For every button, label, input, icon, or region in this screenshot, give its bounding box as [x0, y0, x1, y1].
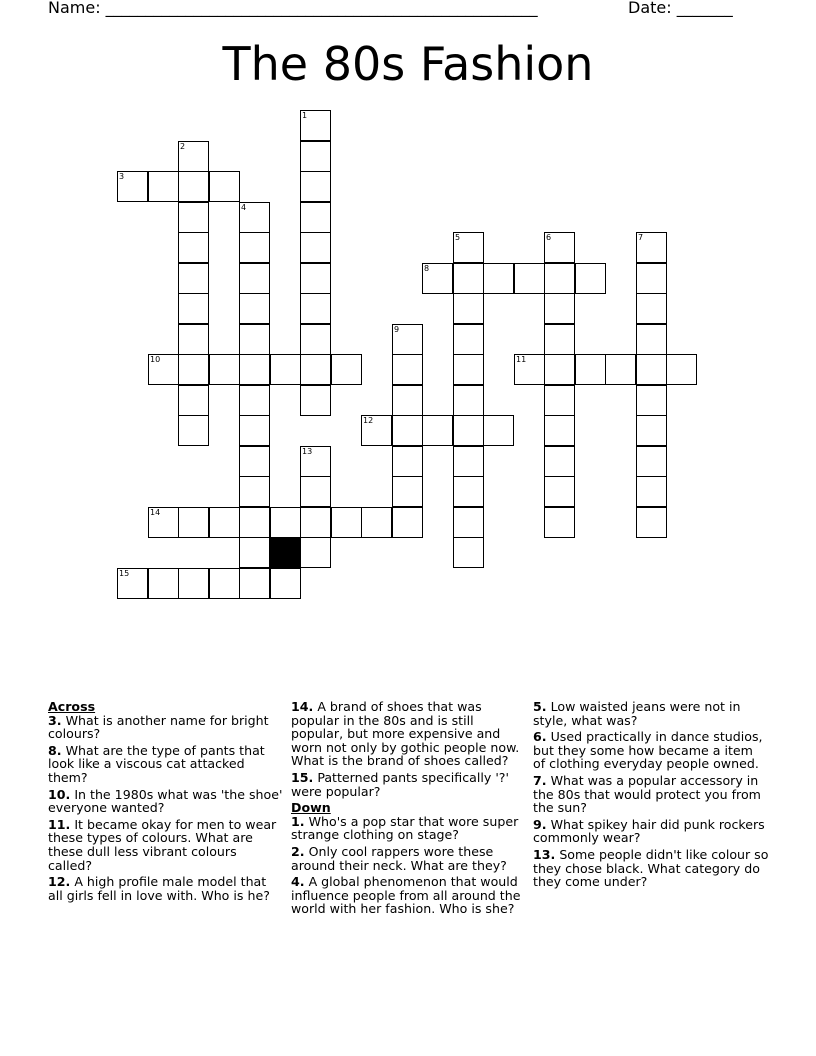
grid-cell-6[interactable] [544, 232, 575, 263]
grid-cell[interactable] [178, 293, 209, 324]
clue-number: 2 [180, 142, 186, 151]
clue-number: 3 [119, 172, 125, 181]
grid-cell[interactable] [544, 324, 575, 355]
grid-cell[interactable] [178, 415, 209, 446]
grid-cell[interactable] [178, 507, 209, 538]
grid-cell[interactable] [209, 354, 240, 385]
down-heading: Down [291, 800, 331, 816]
grid-cell[interactable] [544, 507, 575, 538]
clue-number: 14 [150, 508, 161, 517]
grid-cell[interactable] [636, 293, 667, 324]
grid-cell[interactable] [544, 263, 575, 294]
grid-cell[interactable] [178, 171, 209, 202]
grid-cell[interactable] [300, 324, 331, 355]
grid-cell[interactable] [544, 415, 575, 446]
grid-cell[interactable] [331, 354, 362, 385]
clue-down-1: 1. Who's a pop star that wore super strange clothing on stage? [291, 813, 519, 843]
grid-cell[interactable] [453, 507, 484, 538]
grid-cell[interactable] [239, 263, 270, 294]
grid-cell[interactable] [300, 476, 331, 507]
grid-cell-3[interactable] [117, 171, 148, 202]
clue-across-8: 8. What are the type of pants that look like a viscous cat attacked them? [48, 742, 265, 785]
clue-down-13: 13. Some people didn't like colour so they chose black. What category do they come under? [533, 846, 769, 890]
grid-cell[interactable] [300, 202, 331, 233]
grid-cell[interactable] [392, 476, 423, 507]
grid-cell[interactable] [453, 354, 484, 385]
grid-cell[interactable] [270, 568, 301, 599]
grid-cell[interactable] [300, 171, 331, 202]
grid-cell[interactable] [178, 354, 209, 385]
grid-cell[interactable] [331, 507, 362, 538]
grid-cell[interactable] [209, 171, 240, 202]
grid-cell-4[interactable] [239, 202, 270, 233]
grid-cell-9[interactable] [392, 324, 423, 355]
clue-number: 15 [119, 569, 130, 578]
grid-cell[interactable] [392, 507, 423, 538]
clue-number: 12 [363, 416, 374, 425]
clue-down-4: 4. A global phenomenon that would influence people from all around the world with her fashion. Who is she? [291, 874, 521, 917]
clue-across-3: 3. What is another name for bright colours? [48, 712, 269, 742]
grid-cell[interactable] [483, 415, 514, 446]
grid-cell-14[interactable] [148, 507, 179, 538]
grid-cell-7[interactable] [636, 232, 667, 263]
grid-cell-15[interactable] [117, 568, 148, 599]
grid-cell[interactable] [178, 385, 209, 416]
grid-cell[interactable] [209, 507, 240, 538]
grid-cell[interactable] [239, 537, 270, 568]
clue-down-6: 6. Used practically in dance studios, but they some how became a item of clothing everyday people owned. [533, 729, 763, 772]
clue-across-12: 12. A high profile male model that all girls fell in love with. Who is he? [48, 874, 270, 903]
grid-cell[interactable] [392, 415, 423, 446]
grid-cell[interactable] [178, 202, 209, 233]
grid-cell[interactable] [300, 354, 331, 385]
clue-number: 5 [455, 233, 461, 242]
grid-cell[interactable] [209, 568, 240, 599]
clue-across-15: 15. Patterned pants specifically '?' were popular? [291, 769, 509, 799]
grid-cell[interactable] [239, 324, 270, 355]
grid-cell[interactable] [636, 354, 667, 385]
grid-cell[interactable] [453, 293, 484, 324]
grid-cell[interactable] [148, 171, 179, 202]
grid-cell-13[interactable] [300, 446, 331, 477]
grid-cell-12[interactable] [361, 415, 392, 446]
grid-cell[interactable] [300, 293, 331, 324]
grid-cell[interactable] [300, 141, 331, 172]
grid-cell[interactable] [392, 354, 423, 385]
grid-cell[interactable] [636, 263, 667, 294]
clue-number: 4 [241, 203, 247, 212]
grid-cell[interactable] [239, 446, 270, 477]
clue-number: 9 [394, 325, 400, 334]
clue-across-14: 14. A brand of shoes that was popular in the 80s and is still popular, but more expensive and worn not only by gothic people now. What is the brand of shoes called? [291, 699, 520, 769]
grid-cell[interactable] [575, 354, 606, 385]
grid-cell[interactable] [422, 415, 453, 446]
page-title: The 80s Fashion [222, 37, 594, 91]
grid-cell[interactable] [453, 385, 484, 416]
grid-cell[interactable] [270, 507, 301, 538]
clue-number: 7 [638, 233, 644, 242]
grid-cell[interactable] [300, 537, 331, 568]
grid-cell[interactable] [239, 354, 270, 385]
grid-cell[interactable] [178, 324, 209, 355]
clue-down-7: 7. What was a popular accessory in the 80s that would protect you from the sun? [533, 772, 761, 816]
grid-cell[interactable] [239, 232, 270, 263]
clue-column-2 [291, 700, 527, 919]
grid-cell[interactable] [392, 385, 423, 416]
grid-cell[interactable] [148, 568, 179, 599]
clue-number: 13 [302, 447, 313, 456]
grid-cell-10[interactable] [148, 354, 179, 385]
grid-cell[interactable] [636, 324, 667, 355]
clue-down-5: 5. Low waisted jeans were not in style, what was? [533, 699, 741, 728]
grid-cell[interactable] [239, 476, 270, 507]
grid-cell-1[interactable] [300, 110, 331, 141]
grid-cell[interactable] [636, 446, 667, 477]
grid-cell[interactable] [300, 385, 331, 416]
clue-column-1 [48, 700, 284, 905]
date-field-label: Date: _______ [628, 0, 733, 17]
grid-cell[interactable] [636, 476, 667, 507]
grid-cell[interactable] [575, 263, 606, 294]
grid-cell[interactable] [270, 354, 301, 385]
across-heading: Across [48, 699, 96, 714]
grid-cell[interactable] [300, 507, 331, 538]
grid-cell[interactable] [605, 354, 636, 385]
clue-column-3 [533, 700, 769, 892]
grid-cell[interactable] [453, 446, 484, 477]
grid-cell[interactable] [666, 354, 697, 385]
grid-cell-2[interactable] [178, 141, 209, 172]
grid-cell[interactable] [178, 263, 209, 294]
grid-cell-blocked [270, 537, 301, 568]
grid-cell-11[interactable] [514, 354, 545, 385]
clue-number: 8 [424, 264, 430, 273]
grid-cell[interactable] [239, 415, 270, 446]
grid-cell[interactable] [239, 293, 270, 324]
grid-cell[interactable] [544, 385, 575, 416]
clue-number: 10 [150, 355, 161, 364]
clue-down-2: 2. Only cool rappers wore these around their neck. What are they? [291, 843, 507, 873]
grid-cell[interactable] [636, 507, 667, 538]
grid-cell[interactable] [544, 293, 575, 324]
clue-across-10: 10. In the 1980s what was 'the shoe' everyone wanted? [48, 786, 283, 816]
grid-cell[interactable] [544, 354, 575, 385]
grid-cell[interactable] [453, 537, 484, 568]
grid-cell[interactable] [483, 263, 514, 294]
grid-cell[interactable] [544, 446, 575, 477]
clue-across-11: 11. It became okay for men to wear these types of colours. What are these dull less vibrant colours called? [48, 816, 277, 873]
grid-cell[interactable] [453, 324, 484, 355]
grid-cell[interactable] [178, 232, 209, 263]
grid-cell[interactable] [239, 385, 270, 416]
clue-down-9: 9. What spikey hair did punk rockers commonly wear? [533, 816, 765, 846]
clue-number: 1 [302, 111, 308, 120]
grid-cell[interactable] [453, 415, 484, 446]
grid-cell-5[interactable] [453, 232, 484, 263]
grid-cell-8[interactable] [422, 263, 453, 294]
grid-cell[interactable] [178, 568, 209, 599]
grid-cell[interactable] [453, 263, 484, 294]
grid-cell[interactable] [392, 446, 423, 477]
grid-cell[interactable] [636, 385, 667, 416]
clue-number: 6 [546, 233, 552, 242]
clue-number: 11 [516, 355, 527, 364]
grid-cell[interactable] [239, 507, 270, 538]
grid-cell[interactable] [514, 263, 545, 294]
name-field-label: Name: ______________________________________________________ [48, 0, 538, 17]
grid-cell[interactable] [239, 568, 270, 599]
grid-cell[interactable] [300, 232, 331, 263]
grid-cell[interactable] [300, 263, 331, 294]
grid-cell[interactable] [544, 476, 575, 507]
grid-cell[interactable] [361, 507, 392, 538]
grid-cell[interactable] [453, 476, 484, 507]
grid-cell[interactable] [636, 415, 667, 446]
